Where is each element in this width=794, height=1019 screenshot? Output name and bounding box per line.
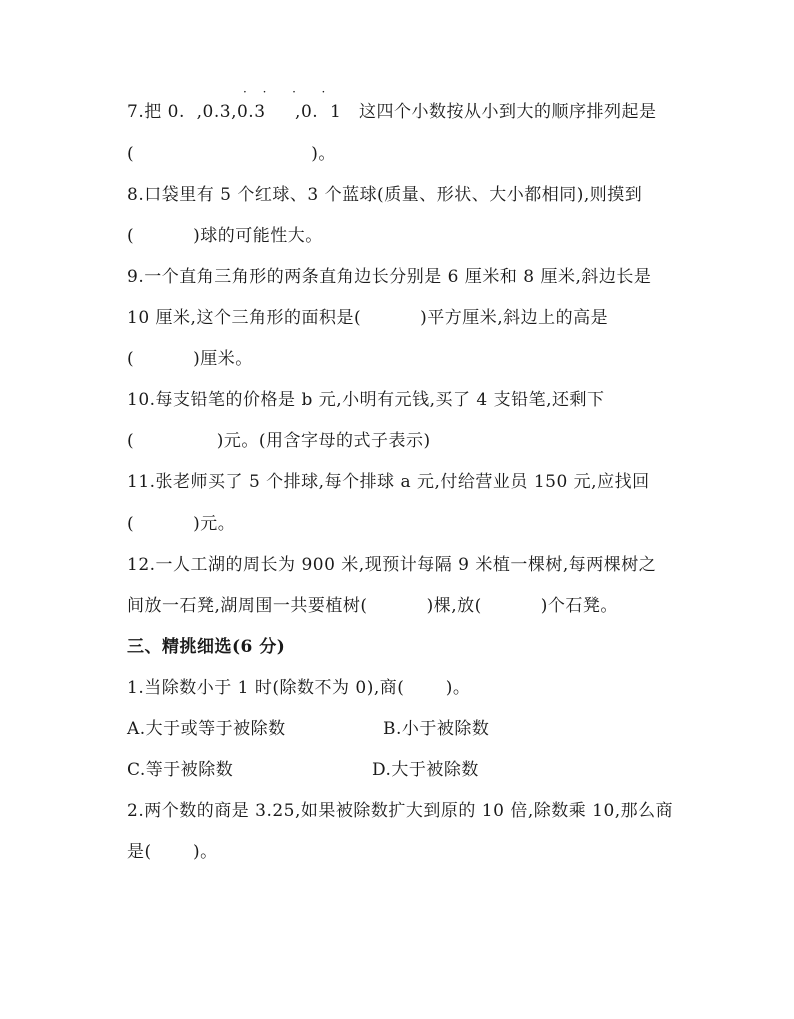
q7-line-2: ( )。 [127,144,336,164]
q9-line-2: 10 厘米,这个三角形的面积是( )平方厘米,斜边上的高是 [127,308,609,328]
mc1-option-c: C.等于被除数 [127,760,234,780]
q7-line-1: 7.把 0. ,0.3,0.3 ,0. 1 这四个小数按从小到大的顺序排列起是 [127,102,657,122]
repeating-decimal-dots: · · · · [243,85,332,99]
section-3-heading: 三、精挑细选(6 分) [127,637,286,657]
mc1-stem: 1.当除数小于 1 时(除数不为 0),商( )。 [127,678,471,698]
q11-line-1: 11.张老师买了 5 个排球,每个排球 a 元,付给营业员 150 元,应找回 [127,472,650,492]
mc2-line-1: 2.两个数的商是 3.25,如果被除数扩大到原的 10 倍,除数乘 10,那么商 [127,801,674,821]
q8-line-1: 8.口袋里有 5 个红球、3 个蓝球(质量、形状、大小都相同),则摸到 [127,185,643,205]
mc1-option-b: B.小于被除数 [383,719,490,739]
q8-line-2: ( )球的可能性大。 [127,226,323,246]
q10-line-2: ( )元。(用含字母的式子表示) [127,431,431,451]
q12-line-2: 间放一石凳,湖周围一共要植树( )棵,放( )个石凳。 [127,596,618,616]
mc2-line-2: 是( )。 [127,842,218,862]
mc1-option-d: D.大于被除数 [372,760,479,780]
q11-line-2: ( )元。 [127,514,236,534]
q9-line-3: ( )厘米。 [127,349,253,369]
q9-line-1: 9.一个直角三角形的两条直角边长分别是 6 厘米和 8 厘米,斜边长是 [127,267,652,287]
q10-line-1: 10.每支铅笔的价格是 b 元,小明有元钱,买了 4 支铅笔,还剩下 [127,390,605,410]
q12-line-1: 12.一人工湖的周长为 900 米,现预计每隔 9 米植一棵树,每两棵树之 [127,555,657,575]
mc1-option-a: A.大于或等于被除数 [127,719,286,739]
